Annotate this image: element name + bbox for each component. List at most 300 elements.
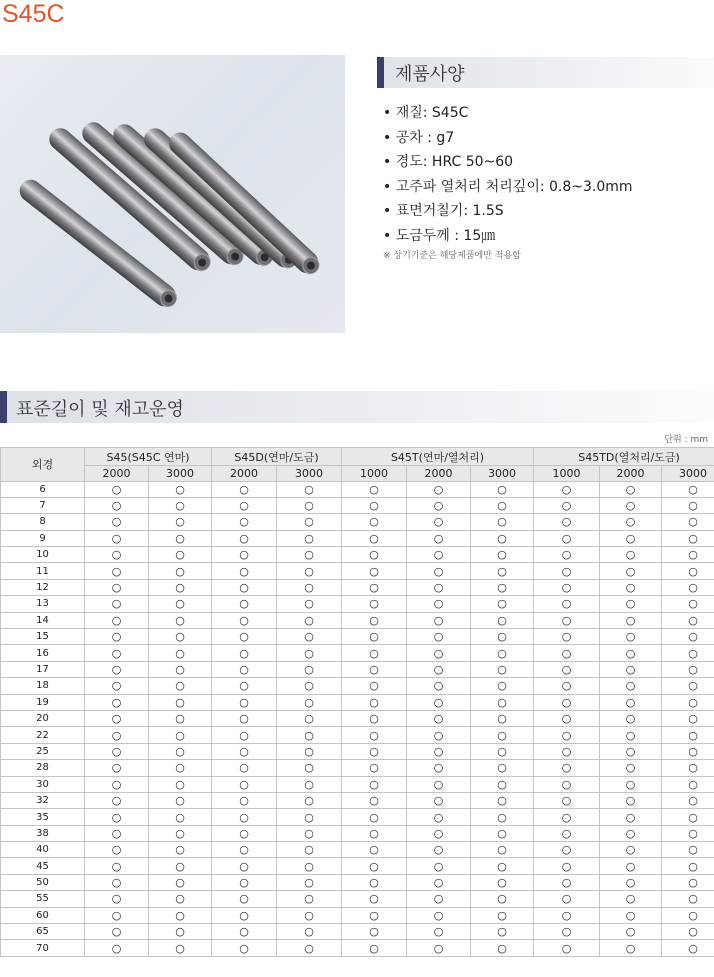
diameter-cell: 12 bbox=[1, 579, 85, 595]
table-row bbox=[1, 579, 714, 595]
stock-mark-cell: ○ bbox=[600, 612, 662, 628]
stock-mark-cell: ○ bbox=[600, 727, 662, 743]
stock-mark-cell: ○ bbox=[149, 497, 212, 513]
table-row bbox=[1, 629, 714, 645]
diameter-cell: 6 bbox=[1, 481, 85, 497]
stock-mark-cell: ○ bbox=[471, 858, 534, 874]
stock-mark-cell: ○ bbox=[149, 924, 212, 940]
stock-mark-cell: ○ bbox=[85, 776, 149, 792]
stock-mark-cell: ○ bbox=[534, 514, 600, 530]
stock-mark-cell: ○ bbox=[342, 924, 407, 940]
stock-mark-cell: ○ bbox=[407, 743, 471, 759]
stock-mark-cell: ○ bbox=[407, 792, 471, 808]
stock-heading: 표준길이 및 재고운영 bbox=[16, 399, 184, 420]
stock-mark-cell: ○ bbox=[407, 547, 471, 563]
stock-mark-cell: ○ bbox=[342, 792, 407, 808]
stock-mark-cell: ○ bbox=[149, 514, 212, 530]
stock-mark-cell: ○ bbox=[600, 678, 662, 694]
stock-mark-cell: ○ bbox=[212, 907, 277, 923]
stock-mark-cell: ○ bbox=[85, 530, 149, 546]
stock-mark-cell: ○ bbox=[534, 776, 600, 792]
stock-mark-cell: ○ bbox=[662, 940, 714, 956]
diameter-cell: 32 bbox=[1, 792, 85, 808]
stock-mark-cell: ○ bbox=[277, 874, 342, 890]
stock-mark-cell: ○ bbox=[342, 481, 407, 497]
stock-mark-cell: ○ bbox=[407, 678, 471, 694]
stock-mark-cell: ○ bbox=[662, 563, 714, 579]
stock-mark-cell: ○ bbox=[407, 825, 471, 841]
stock-mark-cell: ○ bbox=[534, 612, 600, 628]
stock-mark-cell: ○ bbox=[85, 940, 149, 956]
stock-mark-cell: ○ bbox=[534, 907, 600, 923]
stock-mark-cell: ○ bbox=[85, 792, 149, 808]
stock-mark-cell: ○ bbox=[212, 661, 277, 677]
stock-mark-cell: ○ bbox=[662, 727, 714, 743]
stock-mark-cell: ○ bbox=[600, 694, 662, 710]
stock-mark-cell: ○ bbox=[212, 743, 277, 759]
stock-mark-cell: ○ bbox=[600, 596, 662, 612]
stock-mark-cell: ○ bbox=[149, 874, 212, 890]
stock-mark-cell: ○ bbox=[342, 743, 407, 759]
group-header: S45T(연마/열처리) bbox=[342, 448, 534, 466]
diameter-cell: 60 bbox=[1, 907, 85, 923]
stock-mark-cell: ○ bbox=[342, 661, 407, 677]
stock-mark-cell: ○ bbox=[471, 629, 534, 645]
diameter-cell: 17 bbox=[1, 661, 85, 677]
stock-mark-cell: ○ bbox=[85, 858, 149, 874]
stock-mark-cell: ○ bbox=[600, 547, 662, 563]
stock-mark-cell: ○ bbox=[407, 629, 471, 645]
spec-note: ※ 상기기준은 해당제품에만 적용함 bbox=[383, 251, 521, 261]
stock-mark-cell: ○ bbox=[471, 694, 534, 710]
stock-mark-cell: ○ bbox=[149, 842, 212, 858]
stock-mark-cell: ○ bbox=[212, 924, 277, 940]
stock-mark-cell: ○ bbox=[342, 710, 407, 726]
stock-mark-cell: ○ bbox=[534, 645, 600, 661]
stock-mark-cell: ○ bbox=[471, 891, 534, 907]
table-row bbox=[1, 612, 714, 628]
stock-mark-cell: ○ bbox=[342, 645, 407, 661]
table-row bbox=[1, 710, 714, 726]
stock-mark-cell: ○ bbox=[277, 514, 342, 530]
stock-mark-cell: ○ bbox=[149, 760, 212, 776]
stock-mark-cell: ○ bbox=[471, 530, 534, 546]
stock-mark-cell: ○ bbox=[149, 891, 212, 907]
table-row bbox=[1, 776, 714, 792]
stock-mark-cell: ○ bbox=[342, 858, 407, 874]
stock-mark-cell: ○ bbox=[342, 874, 407, 890]
diameter-cell: 65 bbox=[1, 924, 85, 940]
diameter-cell: 40 bbox=[1, 842, 85, 858]
stock-mark-cell: ○ bbox=[212, 776, 277, 792]
stock-mark-cell: ○ bbox=[85, 694, 149, 710]
stock-mark-cell: ○ bbox=[342, 760, 407, 776]
stock-mark-cell: ○ bbox=[85, 710, 149, 726]
stock-mark-cell: ○ bbox=[471, 809, 534, 825]
stock-mark-cell: ○ bbox=[212, 645, 277, 661]
stock-mark-cell: ○ bbox=[534, 825, 600, 841]
stock-mark-cell: ○ bbox=[149, 792, 212, 808]
length-header: 3000 bbox=[277, 466, 342, 482]
table-row bbox=[1, 924, 714, 940]
stock-mark-cell: ○ bbox=[212, 497, 277, 513]
stock-mark-cell: ○ bbox=[534, 678, 600, 694]
table-row bbox=[1, 891, 714, 907]
stock-mark-cell: ○ bbox=[277, 497, 342, 513]
stock-mark-cell: ○ bbox=[85, 825, 149, 841]
stock-mark-cell: ○ bbox=[149, 940, 212, 956]
stock-mark-cell: ○ bbox=[85, 924, 149, 940]
stock-mark-cell: ○ bbox=[471, 874, 534, 890]
diameter-header: 외경 bbox=[1, 448, 85, 482]
stock-mark-cell: ○ bbox=[407, 596, 471, 612]
stock-mark-cell: ○ bbox=[277, 694, 342, 710]
stock-mark-cell: ○ bbox=[212, 547, 277, 563]
stock-mark-cell: ○ bbox=[342, 678, 407, 694]
diameter-cell: 35 bbox=[1, 809, 85, 825]
length-header: 3000 bbox=[662, 466, 714, 482]
diameter-cell: 25 bbox=[1, 743, 85, 759]
table-row bbox=[1, 743, 714, 759]
stock-mark-cell: ○ bbox=[471, 776, 534, 792]
unit-label: 단위 : mm bbox=[664, 435, 708, 445]
diameter-cell: 9 bbox=[1, 530, 85, 546]
table-row bbox=[1, 842, 714, 858]
diameter-cell: 50 bbox=[1, 874, 85, 890]
stock-mark-cell: ○ bbox=[342, 940, 407, 956]
stock-mark-cell: ○ bbox=[471, 596, 534, 612]
stock-mark-cell: ○ bbox=[662, 612, 714, 628]
stock-mark-cell: ○ bbox=[407, 481, 471, 497]
stock-mark-cell: ○ bbox=[85, 596, 149, 612]
stock-mark-cell: ○ bbox=[471, 579, 534, 595]
diameter-cell: 18 bbox=[1, 678, 85, 694]
stock-mark-cell: ○ bbox=[342, 612, 407, 628]
stock-mark-cell: ○ bbox=[534, 743, 600, 759]
stock-mark-cell: ○ bbox=[662, 678, 714, 694]
product-photo bbox=[0, 55, 345, 333]
spec-item: • 재질: S45C bbox=[383, 105, 469, 121]
stock-mark-cell: ○ bbox=[407, 891, 471, 907]
stock-mark-cell: ○ bbox=[600, 481, 662, 497]
stock-mark-cell: ○ bbox=[342, 809, 407, 825]
stock-mark-cell: ○ bbox=[149, 547, 212, 563]
stock-mark-cell: ○ bbox=[212, 940, 277, 956]
table-row bbox=[1, 514, 714, 530]
stock-mark-cell: ○ bbox=[342, 547, 407, 563]
stock-mark-cell: ○ bbox=[534, 874, 600, 890]
diameter-cell: 30 bbox=[1, 776, 85, 792]
stock-mark-cell: ○ bbox=[662, 629, 714, 645]
stock-mark-cell: ○ bbox=[277, 940, 342, 956]
stock-mark-cell: ○ bbox=[342, 497, 407, 513]
stock-mark-cell: ○ bbox=[277, 629, 342, 645]
stock-mark-cell: ○ bbox=[471, 678, 534, 694]
stock-mark-cell: ○ bbox=[85, 629, 149, 645]
stock-mark-cell: ○ bbox=[407, 727, 471, 743]
stock-mark-cell: ○ bbox=[471, 825, 534, 841]
stock-mark-cell: ○ bbox=[277, 825, 342, 841]
stock-mark-cell: ○ bbox=[212, 760, 277, 776]
stock-mark-cell: ○ bbox=[149, 907, 212, 923]
stock-mark-cell: ○ bbox=[149, 710, 212, 726]
stock-mark-cell: ○ bbox=[600, 891, 662, 907]
stock-mark-cell: ○ bbox=[600, 776, 662, 792]
stock-mark-cell: ○ bbox=[662, 710, 714, 726]
stock-mark-cell: ○ bbox=[534, 694, 600, 710]
stock-mark-cell: ○ bbox=[662, 825, 714, 841]
table-row bbox=[1, 874, 714, 890]
stock-mark-cell: ○ bbox=[534, 809, 600, 825]
diameter-cell: 22 bbox=[1, 727, 85, 743]
table-row bbox=[1, 809, 714, 825]
stock-mark-cell: ○ bbox=[662, 481, 714, 497]
stock-mark-cell: ○ bbox=[662, 547, 714, 563]
stock-mark-cell: ○ bbox=[149, 743, 212, 759]
stock-mark-cell: ○ bbox=[471, 645, 534, 661]
stock-mark-cell: ○ bbox=[342, 842, 407, 858]
stock-mark-cell: ○ bbox=[85, 612, 149, 628]
stock-mark-cell: ○ bbox=[534, 661, 600, 677]
stock-mark-cell: ○ bbox=[149, 809, 212, 825]
stock-mark-cell: ○ bbox=[407, 694, 471, 710]
stock-mark-cell: ○ bbox=[407, 563, 471, 579]
stock-mark-cell: ○ bbox=[149, 727, 212, 743]
stock-mark-cell: ○ bbox=[149, 661, 212, 677]
stock-mark-cell: ○ bbox=[277, 776, 342, 792]
stock-mark-cell: ○ bbox=[85, 645, 149, 661]
stock-mark-cell: ○ bbox=[277, 579, 342, 595]
length-header: 2000 bbox=[600, 466, 662, 482]
stock-mark-cell: ○ bbox=[407, 809, 471, 825]
stock-mark-cell: ○ bbox=[212, 530, 277, 546]
table-row bbox=[1, 678, 714, 694]
stock-mark-cell: ○ bbox=[534, 760, 600, 776]
stock-mark-cell: ○ bbox=[277, 530, 342, 546]
stock-mark-cell: ○ bbox=[471, 497, 534, 513]
stock-mark-cell: ○ bbox=[277, 743, 342, 759]
diameter-cell: 19 bbox=[1, 694, 85, 710]
table-row bbox=[1, 497, 714, 513]
stock-mark-cell: ○ bbox=[342, 776, 407, 792]
stock-mark-cell: ○ bbox=[471, 907, 534, 923]
stock-mark-cell: ○ bbox=[277, 907, 342, 923]
stock-mark-cell: ○ bbox=[277, 727, 342, 743]
stock-mark-cell: ○ bbox=[212, 891, 277, 907]
stock-mark-cell: ○ bbox=[212, 694, 277, 710]
stock-mark-cell: ○ bbox=[277, 842, 342, 858]
table-row bbox=[1, 596, 714, 612]
stock-mark-cell: ○ bbox=[85, 547, 149, 563]
table-row bbox=[1, 727, 714, 743]
stock-mark-cell: ○ bbox=[662, 858, 714, 874]
stock-mark-cell: ○ bbox=[534, 563, 600, 579]
stock-mark-cell: ○ bbox=[662, 924, 714, 940]
stock-mark-cell: ○ bbox=[407, 514, 471, 530]
stock-mark-cell: ○ bbox=[342, 825, 407, 841]
stock-mark-cell: ○ bbox=[662, 514, 714, 530]
stock-mark-cell: ○ bbox=[277, 710, 342, 726]
stock-mark-cell: ○ bbox=[534, 710, 600, 726]
stock-mark-cell: ○ bbox=[600, 874, 662, 890]
stock-mark-cell: ○ bbox=[471, 661, 534, 677]
stock-mark-cell: ○ bbox=[342, 891, 407, 907]
stock-mark-cell: ○ bbox=[407, 924, 471, 940]
page-title: S45C bbox=[2, 0, 65, 28]
stock-mark-cell: ○ bbox=[85, 743, 149, 759]
diameter-cell: 20 bbox=[1, 710, 85, 726]
stock-mark-cell: ○ bbox=[662, 645, 714, 661]
stock-mark-cell: ○ bbox=[277, 760, 342, 776]
spec-item: • 고주파 열처리 처리깊이: 0.8~3.0mm bbox=[383, 178, 633, 195]
stock-mark-cell: ○ bbox=[662, 792, 714, 808]
stock-mark-cell: ○ bbox=[149, 678, 212, 694]
stock-mark-cell: ○ bbox=[662, 694, 714, 710]
stock-mark-cell: ○ bbox=[85, 874, 149, 890]
table-row bbox=[1, 825, 714, 841]
length-header: 2000 bbox=[212, 466, 277, 482]
stock-mark-cell: ○ bbox=[600, 760, 662, 776]
stock-mark-cell: ○ bbox=[407, 842, 471, 858]
table-row bbox=[1, 792, 714, 808]
stock-mark-cell: ○ bbox=[149, 612, 212, 628]
stock-mark-cell: ○ bbox=[471, 940, 534, 956]
stock-mark-cell: ○ bbox=[277, 792, 342, 808]
stock-mark-cell: ○ bbox=[342, 629, 407, 645]
table-row bbox=[1, 547, 714, 563]
stock-mark-cell: ○ bbox=[534, 579, 600, 595]
diameter-cell: 14 bbox=[1, 612, 85, 628]
diameter-cell: 28 bbox=[1, 760, 85, 776]
stock-mark-cell: ○ bbox=[149, 629, 212, 645]
diameter-cell: 55 bbox=[1, 891, 85, 907]
stock-mark-cell: ○ bbox=[342, 563, 407, 579]
diameter-cell: 70 bbox=[1, 940, 85, 956]
stock-mark-cell: ○ bbox=[277, 924, 342, 940]
stock-mark-cell: ○ bbox=[212, 629, 277, 645]
stock-mark-cell: ○ bbox=[342, 514, 407, 530]
stock-mark-cell: ○ bbox=[212, 514, 277, 530]
stock-table bbox=[0, 447, 714, 957]
stock-mark-cell: ○ bbox=[212, 612, 277, 628]
stock-mark-cell: ○ bbox=[212, 792, 277, 808]
stock-mark-cell: ○ bbox=[85, 891, 149, 907]
stock-mark-cell: ○ bbox=[534, 891, 600, 907]
spec-heading: 제품사양 bbox=[395, 64, 465, 85]
stock-mark-cell: ○ bbox=[85, 809, 149, 825]
stock-mark-cell: ○ bbox=[662, 661, 714, 677]
stock-mark-cell: ○ bbox=[85, 497, 149, 513]
stock-mark-cell: ○ bbox=[212, 579, 277, 595]
stock-mark-cell: ○ bbox=[407, 579, 471, 595]
stock-mark-cell: ○ bbox=[600, 924, 662, 940]
stock-mark-cell: ○ bbox=[212, 825, 277, 841]
stock-mark-cell: ○ bbox=[662, 842, 714, 858]
stock-mark-cell: ○ bbox=[534, 924, 600, 940]
table-row bbox=[1, 661, 714, 677]
table-row bbox=[1, 645, 714, 661]
stock-mark-cell: ○ bbox=[212, 710, 277, 726]
stock-mark-cell: ○ bbox=[85, 678, 149, 694]
stock-mark-cell: ○ bbox=[662, 776, 714, 792]
stock-mark-cell: ○ bbox=[85, 907, 149, 923]
stock-mark-cell: ○ bbox=[534, 792, 600, 808]
stock-mark-cell: ○ bbox=[600, 629, 662, 645]
stock-mark-cell: ○ bbox=[149, 530, 212, 546]
diameter-cell: 16 bbox=[1, 645, 85, 661]
stock-mark-cell: ○ bbox=[600, 842, 662, 858]
stock-mark-cell: ○ bbox=[534, 481, 600, 497]
stock-mark-cell: ○ bbox=[600, 743, 662, 759]
stock-mark-cell: ○ bbox=[662, 596, 714, 612]
length-header: 3000 bbox=[471, 466, 534, 482]
stock-mark-cell: ○ bbox=[212, 563, 277, 579]
table-row bbox=[1, 907, 714, 923]
stock-mark-cell: ○ bbox=[534, 727, 600, 743]
stock-mark-cell: ○ bbox=[471, 743, 534, 759]
stock-mark-cell: ○ bbox=[407, 776, 471, 792]
stock-mark-cell: ○ bbox=[277, 661, 342, 677]
stock-mark-cell: ○ bbox=[149, 694, 212, 710]
stock-mark-cell: ○ bbox=[212, 809, 277, 825]
stock-mark-cell: ○ bbox=[85, 514, 149, 530]
stock-mark-cell: ○ bbox=[534, 858, 600, 874]
stock-mark-cell: ○ bbox=[471, 710, 534, 726]
stock-mark-cell: ○ bbox=[342, 579, 407, 595]
stock-mark-cell: ○ bbox=[212, 596, 277, 612]
stock-mark-cell: ○ bbox=[85, 481, 149, 497]
table-row bbox=[1, 858, 714, 874]
diameter-cell: 10 bbox=[1, 547, 85, 563]
stock-mark-cell: ○ bbox=[277, 612, 342, 628]
stock-mark-cell: ○ bbox=[600, 645, 662, 661]
stock-mark-cell: ○ bbox=[662, 809, 714, 825]
stock-mark-cell: ○ bbox=[471, 727, 534, 743]
stock-mark-cell: ○ bbox=[407, 497, 471, 513]
stock-mark-cell: ○ bbox=[277, 891, 342, 907]
diameter-cell: 45 bbox=[1, 858, 85, 874]
stock-mark-cell: ○ bbox=[662, 760, 714, 776]
stock-table-body bbox=[1, 481, 714, 956]
stock-mark-cell: ○ bbox=[85, 760, 149, 776]
stock-mark-cell: ○ bbox=[85, 727, 149, 743]
length-header: 3000 bbox=[149, 466, 212, 482]
stock-mark-cell: ○ bbox=[212, 842, 277, 858]
stock-mark-cell: ○ bbox=[407, 661, 471, 677]
spec-item: • 경도: HRC 50~60 bbox=[383, 154, 514, 170]
stock-mark-cell: ○ bbox=[85, 579, 149, 595]
stock-mark-cell: ○ bbox=[600, 563, 662, 579]
diameter-cell: 11 bbox=[1, 563, 85, 579]
stock-mark-cell: ○ bbox=[277, 563, 342, 579]
stock-mark-cell: ○ bbox=[662, 907, 714, 923]
stock-mark-cell: ○ bbox=[471, 924, 534, 940]
stock-mark-cell: ○ bbox=[471, 481, 534, 497]
diameter-cell: 7 bbox=[1, 497, 85, 513]
stock-mark-cell: ○ bbox=[342, 596, 407, 612]
table-row bbox=[1, 530, 714, 546]
stock-mark-cell: ○ bbox=[600, 579, 662, 595]
stock-mark-cell: ○ bbox=[277, 596, 342, 612]
stock-mark-cell: ○ bbox=[534, 596, 600, 612]
stock-mark-cell: ○ bbox=[600, 825, 662, 841]
stock-mark-cell: ○ bbox=[342, 907, 407, 923]
stock-mark-cell: ○ bbox=[85, 661, 149, 677]
stock-mark-cell: ○ bbox=[600, 809, 662, 825]
length-header: 1000 bbox=[342, 466, 407, 482]
stock-mark-cell: ○ bbox=[277, 858, 342, 874]
table-row bbox=[1, 760, 714, 776]
